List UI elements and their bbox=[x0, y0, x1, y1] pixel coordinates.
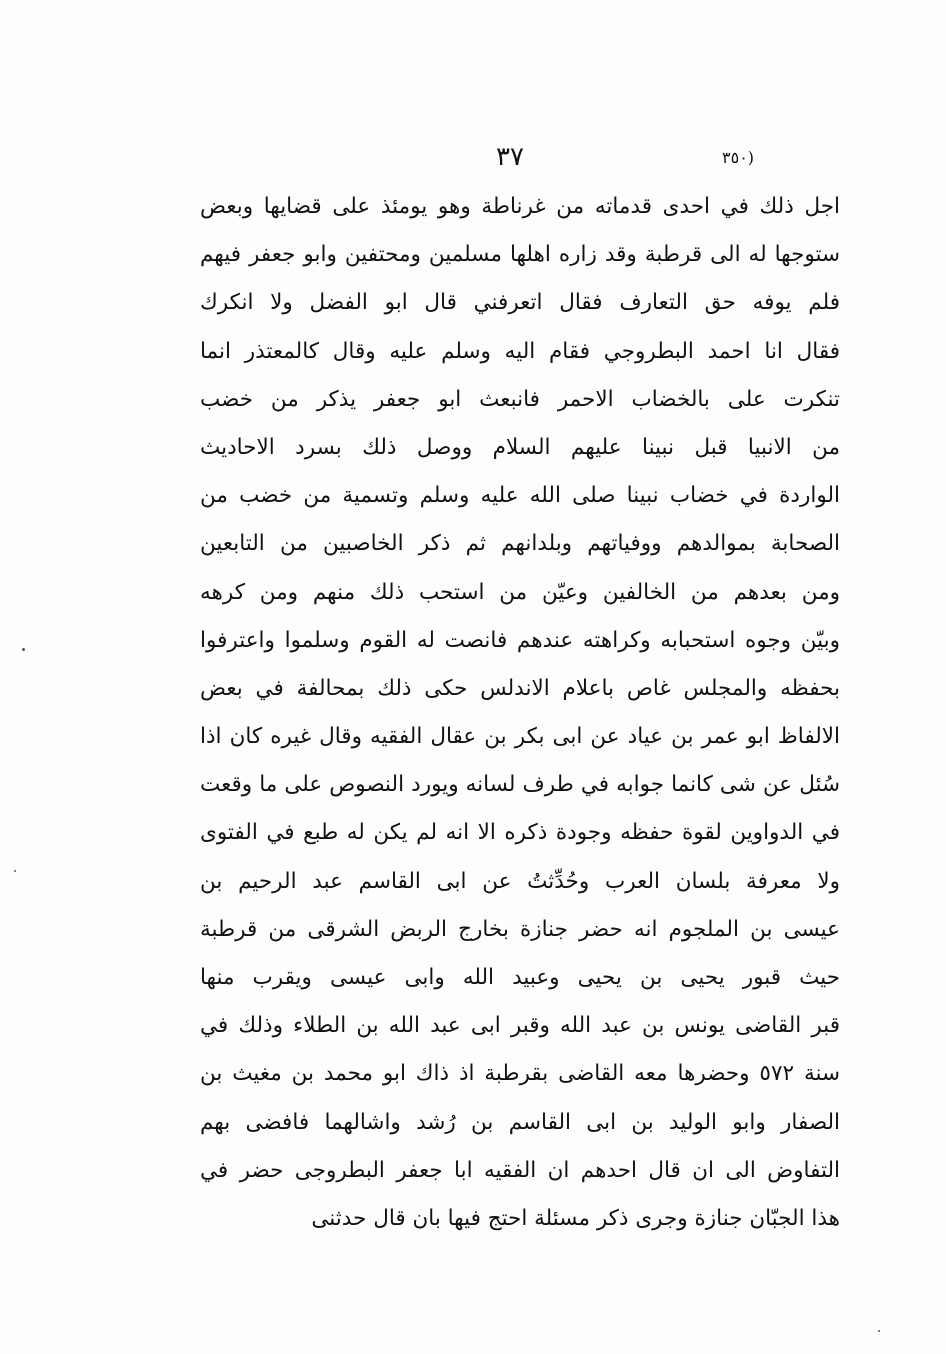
text-line: التفاوض الى ان قال احدهم ان الفقيه ابا جعفر البطروجى حضر في bbox=[200, 1157, 840, 1183]
text-line: في الدواوين لقوة حفظه وجودة ذكره الا انه لم يكن له طبع في الفتوى bbox=[200, 820, 840, 846]
text-line: الصفار وابو الوليد بن ابى القاسم بن رُشد واشالهما فافضى بهم bbox=[200, 1109, 840, 1135]
text-line: سنة ٥٧٢ وحضرها معه القاضى بقرطبة اذ ذاك ابو محمد بن مغيث بن bbox=[200, 1061, 840, 1087]
text-line: الواردة في خضاب نبينا صلى الله عليه وسلم وتسمية من خضب من bbox=[200, 483, 840, 509]
paper-speck bbox=[22, 648, 25, 651]
text-line: ولا معرفة بلسان العرب وحُدِّثتُ عن ابى القاسم عبد الرحيم بن bbox=[200, 868, 840, 894]
text-line: الالفاظ ابو عمر بن عياد عن ابى بكر بن عقال الفقيه وقال غيره كان اذا bbox=[200, 724, 840, 750]
text-line: سُئل عن شى كانما جوابه في طرف لسانه ويورد النصوص على ما وقعت bbox=[200, 772, 840, 798]
text-line: هذا الجبّان جنازة وجرى ذكر مسئلة احتج فيها بان قال حدثنى bbox=[311, 1205, 840, 1231]
text-line: ستوجها له الى قرطبة وقد زاره اهلها مسلمين ومحتفين وابو جعفر فيهم bbox=[200, 242, 840, 268]
text-line: وبيّن وجوه استحبابه وكراهته عندهم فانصت له القوم وسلموا واعترفوا bbox=[200, 627, 840, 653]
text-line: تنكرت على بالخضاب الاحمر فانبعث ابو جعفر يذكر من خضب bbox=[200, 386, 840, 412]
text-line: حيث قبور يحيى بن يحيى وعبيد الله وابى عيسى ويقرب منها bbox=[200, 965, 840, 990]
text-line: بحفظه والمجلس غاص باعلام الاندلس حكى ذلك بمحالفة في بعض bbox=[200, 675, 840, 701]
page-header bbox=[0, 142, 946, 182]
text-line: الصحابة بموالدهم ووفياتهم وبلدانهم ثم ذكر الخاصبين من التابعين bbox=[200, 531, 840, 557]
text-line: فلم يوفه حق التعارف فقال اتعرفني قال ابو الفضل ولا انكرك bbox=[200, 290, 840, 316]
text-line: ومن بعدهم من الخالفين وعيّن من استحب ذلك منهم ومن كرهه bbox=[200, 579, 840, 605]
body-text bbox=[200, 183, 840, 1243]
paper-speck bbox=[14, 870, 16, 872]
running-mark: (٣٥٠ bbox=[722, 148, 755, 167]
text-line: من الانبيا قبل نبينا عليهم السلام ووصل ذلك بسرد الاحاديث bbox=[200, 434, 840, 460]
text-line: عيسى بن الملجوم انه حضر جنازة بخارج الربض الشرقى من قرطبة bbox=[200, 916, 840, 942]
paper-speck bbox=[878, 1330, 880, 1332]
text-line: اجل ذلك في احدى قدماته من غرناطة وهو يومئذ على قضايها وبعض bbox=[200, 194, 840, 219]
page-number: ٣٧ bbox=[496, 142, 524, 172]
text-line: قبر القاضى يونس بن عبد الله وقبر ابى عبد الله بن الطلاء وذلك في bbox=[200, 1013, 840, 1039]
text-line: فقال انا احمد البطروجي فقام اليه وسلم عليه وقال كالمعتذر انما bbox=[200, 338, 840, 364]
